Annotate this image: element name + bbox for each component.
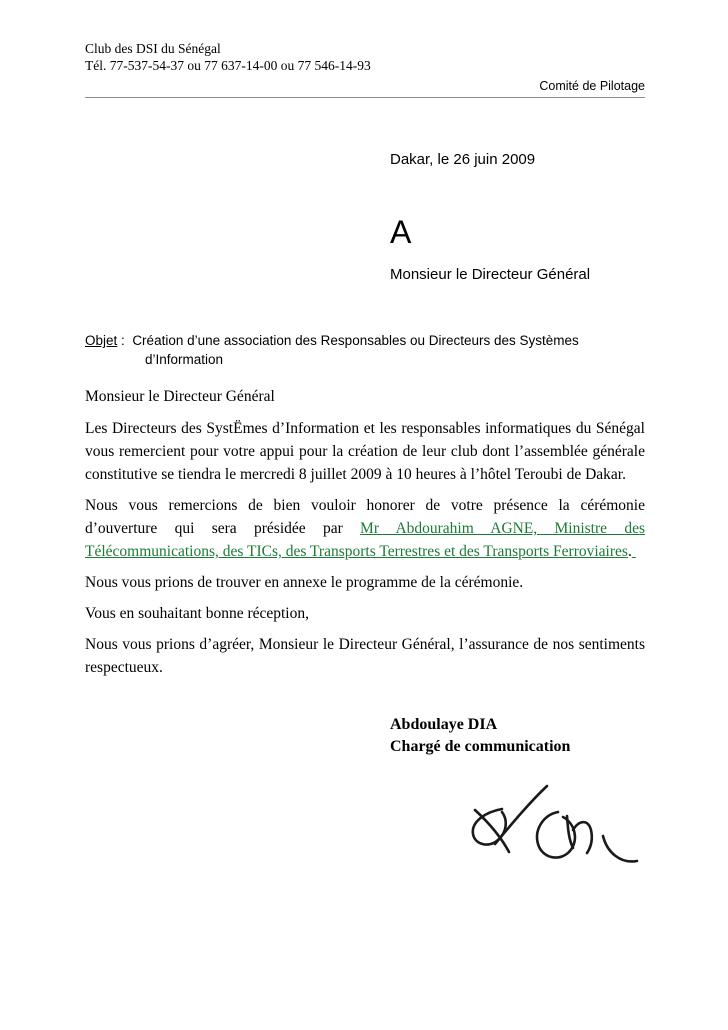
signer-name: Abdoulaye DIA <box>390 716 498 733</box>
organization-name: Club des DSI du Sénégal <box>85 41 221 56</box>
subject-block <box>85 331 645 369</box>
body-paragraph-3: Nous vous prions de trouver en annexe le programme de la cérémonie. <box>85 574 524 591</box>
subject-text-line2: d’Information <box>145 352 224 367</box>
body-paragraph-2 <box>85 494 645 563</box>
subject-text-line1: Création d’une association des Responsables ou Directeurs des Systèmes <box>132 333 579 348</box>
body-paragraph-5: Nous vous prions d’agréer, Monsieur le Directeur Général, l’assurance de nos sentiments respectueux. <box>85 636 645 676</box>
letter-body <box>85 385 645 679</box>
recipient-marker: A <box>390 214 412 250</box>
subject-label: Objet <box>85 333 118 348</box>
phone-numbers: Tél. 77-537-54-37 ou 77 637-14-00 ou 77 546-14-93 <box>85 58 371 73</box>
header-divider <box>85 97 645 98</box>
minister-link[interactable]: Mr Abdourahim AGNE, Ministre des Télécommunications, des TICs, des Transports Terrestres et des Transports Ferroviaires <box>85 520 645 560</box>
handwritten-signature-icon <box>455 782 665 882</box>
signer-role: Chargé de communication <box>390 738 571 755</box>
body-paragraph-4: Vous en souhaitant bonne réception, <box>85 605 309 622</box>
date-line: Dakar, le 26 juin 2009 <box>390 151 536 168</box>
signature-block <box>390 714 570 758</box>
letterhead <box>85 40 645 98</box>
body-paragraph-1: Les Directeurs des SystËmes d’Information et les responsables informatiques du Sénégal vous remercient pour votre appui pour la création de leur club dont l’assemblée générale constitutive se tiendra le mercredi 8 juillet 2009 à 10 heures à l’hôtel Teroubi de Dakar. <box>85 420 645 483</box>
trailing-underline-space <box>632 543 636 560</box>
recipient-name: Monsieur le Directeur Général <box>390 266 591 283</box>
paragraph-2-lead-text: Nous vous remercions de bien vouloir honorer de votre présence la cérémonie d’ouverture qui sera présidée par <box>85 497 645 537</box>
committee-label: Comité de Pilotage <box>539 79 645 93</box>
paragraph-2-trailing-period: . <box>627 543 632 560</box>
body-salutation: Monsieur le Directeur Général <box>85 388 275 405</box>
subject-colon: : <box>117 333 125 348</box>
